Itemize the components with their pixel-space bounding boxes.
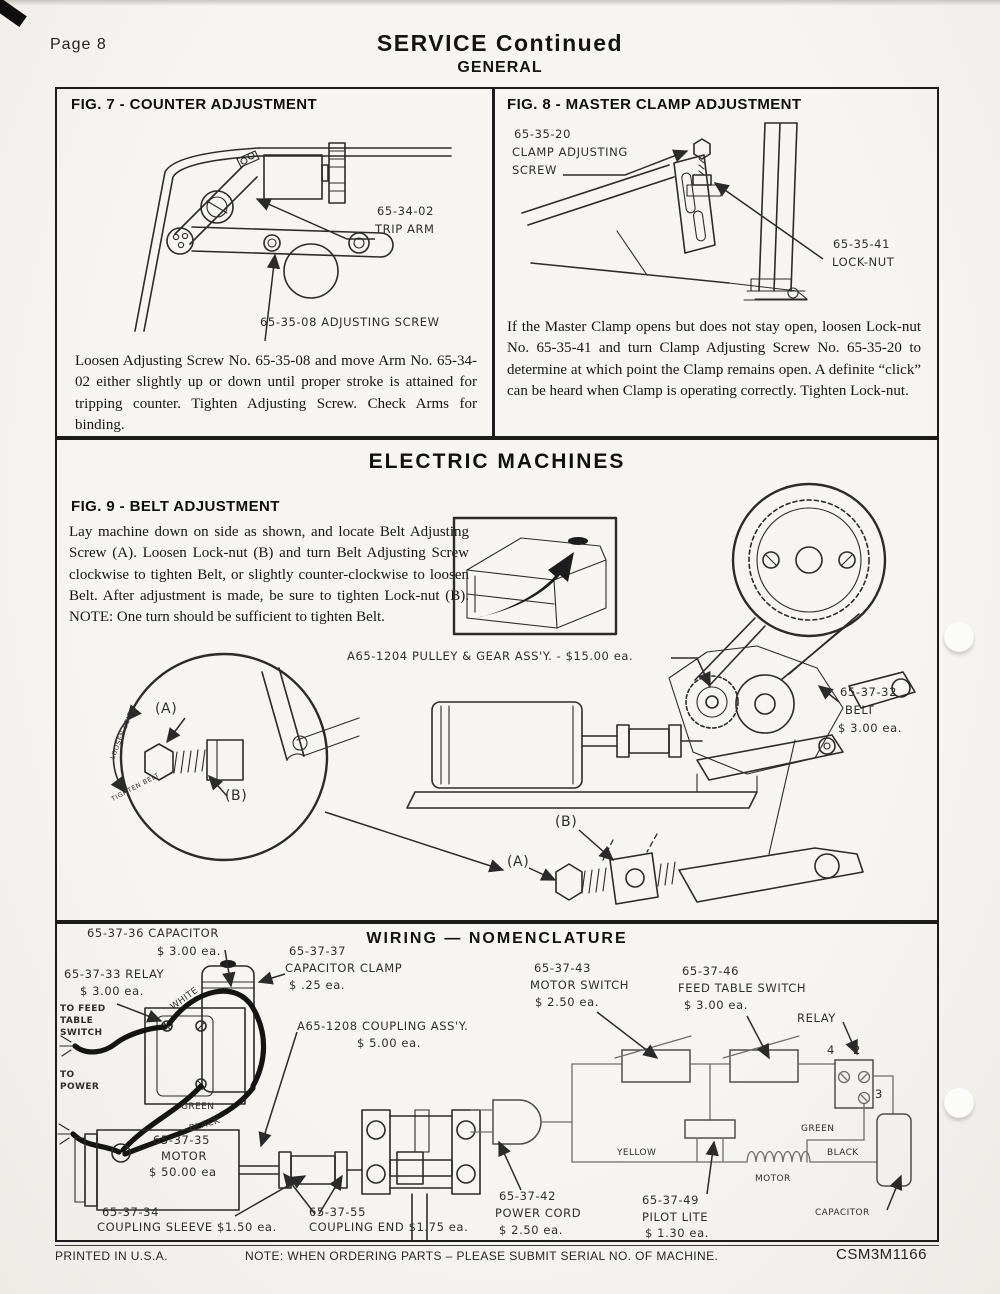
to-power-line2: POWER — [60, 1082, 100, 1092]
punch-hole-top — [944, 622, 974, 652]
footer-rule — [55, 1245, 939, 1246]
relay-label: 65-37-33 RELAY — [64, 967, 165, 981]
page-title: SERVICE Continued — [376, 30, 624, 56]
belt-screw-detail-circle — [113, 654, 359, 860]
top-panel — [55, 87, 939, 438]
fig7-body-text: Loosen Adjusting Screw No. 65-35-08 and move Arm No. 65-34-02 either slightly up or down until proper stroke is attained for tripping counter. Tighten Adjusting Screw. Check Arms for binding. — [75, 353, 477, 433]
coupling-end-label: COUPLING END $1.75 ea. — [309, 1220, 469, 1234]
to-feed-line2: TABLE — [60, 1016, 94, 1026]
pilot-lite-name: PILOT LITE — [642, 1210, 709, 1224]
coupling-end-number: 65-37-55 — [309, 1205, 366, 1219]
fig8-screw-name-1: CLAMP ADJUSTING — [512, 145, 628, 159]
to-feed-line3: SWITCH — [60, 1028, 103, 1038]
punch-hole-bottom — [944, 1088, 974, 1118]
electric-machines-title: ELECTRIC MACHINES — [368, 450, 626, 473]
fig8-drawing — [497, 113, 938, 315]
callout-a-bottom: (A) — [507, 854, 530, 870]
capacitor-price: $ 3.00 ea. — [157, 944, 222, 958]
pilot-lite-price: $ 1.30 ea. — [645, 1226, 710, 1240]
feed-switch-price: $ 3.00 ea. — [684, 998, 749, 1012]
motor-name: MOTOR — [161, 1149, 208, 1163]
machine-inset — [454, 518, 616, 634]
relay-terminal-4: 4 — [827, 1043, 835, 1057]
callout-b-bottom: (B) — [555, 814, 578, 830]
coupling-sleeve-number: 65-37-34 — [102, 1205, 159, 1219]
fig8-screw-name-2: SCREW — [512, 163, 557, 177]
motor-switch-name: MOTOR SWITCH — [530, 978, 629, 992]
fig8-locknut-name: LOCK-NUT — [832, 255, 895, 269]
callout-b-inset: (B) — [225, 788, 248, 804]
electric-machines-panel — [55, 438, 939, 922]
counter-body — [264, 143, 345, 203]
capacitor-clamp-number: 65-37-37 — [289, 944, 346, 958]
coupling-assy-price: $ 5.00 ea. — [357, 1036, 422, 1050]
capacitor-clamp-price: $ .25 ea. — [289, 978, 346, 992]
belt-adjusting-screw-assembly — [529, 830, 863, 904]
capacitor-drawing — [202, 960, 254, 1092]
belt-price: $ 3.00 ea. — [838, 721, 903, 735]
footer-note: NOTE: WHEN ORDERING PARTS – PLEASE SUBMIT SERIAL NO. OF MACHINE. — [245, 1249, 719, 1263]
relay-terminal-2: 2 — [853, 1043, 861, 1057]
motor-number: 65-37-35 — [153, 1133, 210, 1147]
counter-frame — [135, 148, 451, 331]
footer-printed: PRINTED IN U.S.A. — [55, 1249, 168, 1263]
link-bar — [192, 227, 393, 298]
coupling-sleeve-label: COUPLING SLEEVE $1.50 ea. — [97, 1220, 277, 1234]
coupling-assy-label: A65-1208 COUPLING ASS'Y. — [297, 1019, 469, 1033]
callout-a-inset: (A) — [155, 701, 178, 717]
loosen-belt-label: LOOSEN BELT — [108, 710, 135, 761]
pulley-gear-wheel — [733, 484, 885, 636]
clamp-post — [744, 123, 807, 300]
capacitor-label: 65-37-36 CAPACITOR — [87, 926, 219, 940]
feed-switch-name: FEED TABLE SWITCH — [678, 981, 807, 995]
relay-schematic-label: RELAY — [797, 1011, 836, 1025]
page-subtitle: GENERAL — [457, 59, 543, 76]
schematic-leaders — [499, 1012, 901, 1210]
belt-name: BELT — [845, 703, 875, 717]
motor-schematic-label: MOTOR — [755, 1174, 791, 1184]
power-cord-price: $ 2.50 ea. — [499, 1223, 564, 1237]
to-feed-line1: TO FEED — [60, 1004, 106, 1014]
motor-switch-number: 65-37-43 — [534, 961, 591, 975]
motor-switch-price: $ 2.50 ea. — [535, 995, 600, 1009]
fig8-locknut-number: 65-35-41 — [833, 237, 890, 251]
motor-price: $ 50.00 ea — [149, 1165, 217, 1179]
fig7-trip-arm-name: TRIP ARM — [375, 222, 435, 236]
yellow-wire-label: YELLOW — [617, 1148, 657, 1158]
fig7-title: FIG. 7 - COUNTER ADJUSTMENT — [71, 96, 318, 113]
panel-divider — [492, 89, 495, 436]
belt-number: 65-37-32 — [840, 685, 897, 699]
green-wire-label: GREEN — [801, 1124, 835, 1134]
fig7-adjusting-screw-label: 65-35-08 ADJUSTING SCREW — [260, 315, 440, 329]
wire-white-label: WHITE — [168, 985, 201, 1013]
fig9-drawing — [57, 440, 941, 922]
capacitor-schematic-label: CAPACITOR — [815, 1208, 870, 1218]
feed-switch-number: 65-37-46 — [682, 964, 739, 978]
clamp-arms — [522, 155, 807, 299]
wiring-panel — [55, 922, 939, 1242]
schematic — [471, 1036, 911, 1186]
black-wire-label: BLACK — [827, 1148, 859, 1158]
direction-arrow — [477, 552, 574, 618]
pilot-lite-number: 65-37-49 — [642, 1193, 699, 1207]
trip-arm-assembly — [167, 151, 259, 254]
wire-green-label: GREEN — [181, 1102, 215, 1112]
relay-price: $ 3.00 ea. — [80, 984, 145, 998]
fig7-trip-arm-number: 65-34-02 — [377, 204, 434, 218]
fig8-title: FIG. 8 - MASTER CLAMP ADJUSTMENT — [507, 96, 802, 113]
capacitor-clamp-name: CAPACITOR CLAMP — [285, 961, 403, 975]
power-cord-number: 65-37-42 — [499, 1189, 556, 1203]
fig8-leaders — [563, 151, 823, 259]
scan-corner-mark — [0, 0, 27, 27]
wire-black-label: BLACK — [188, 1115, 222, 1135]
fig9-body-text: Lay machine down on side as shown, and locate Belt Adjusting Screw (A). Loosen Lock-nut (B) and turn Belt Adjusting Screw clockwise to tighten Belt, or slightly counter-clockwise to loosen Belt. After adjustment is made, be sure to tighten Lock-nut (B). NOTE: One turn should be sufficient to tighten Belt. — [69, 524, 469, 626]
pulley-gear-label: A65-1204 PULLEY & GEAR ASS'Y. - $15.00 ea. — [347, 649, 634, 663]
fig9-title: FIG. 9 - BELT ADJUSTMENT — [71, 498, 280, 515]
to-power-line1: TO — [60, 1070, 75, 1080]
footer-code: CSM3M1166 — [836, 1246, 927, 1263]
fig8-body-text: If the Master Clamp opens but does not stay open, loosen Lock-nut No. 65-35-41 and turn Clamp Adjusting Screw No. 65-35-20 to determine at which point the Clamp remains open. A definite “click” can be heard when Clamp is operating correctly. Tighten Lock-nut. — [507, 319, 921, 399]
wiring-title: WIRING — NOMENCLATURE — [366, 930, 628, 947]
relay-terminal-3: 3 — [875, 1087, 883, 1101]
tighten-belt-label: TIGHTEN BELT — [109, 771, 161, 804]
power-cord-name: POWER CORD — [495, 1206, 582, 1220]
fig8-screw-number: 65-35-20 — [514, 127, 571, 141]
page-number: Page 8 — [50, 36, 107, 53]
